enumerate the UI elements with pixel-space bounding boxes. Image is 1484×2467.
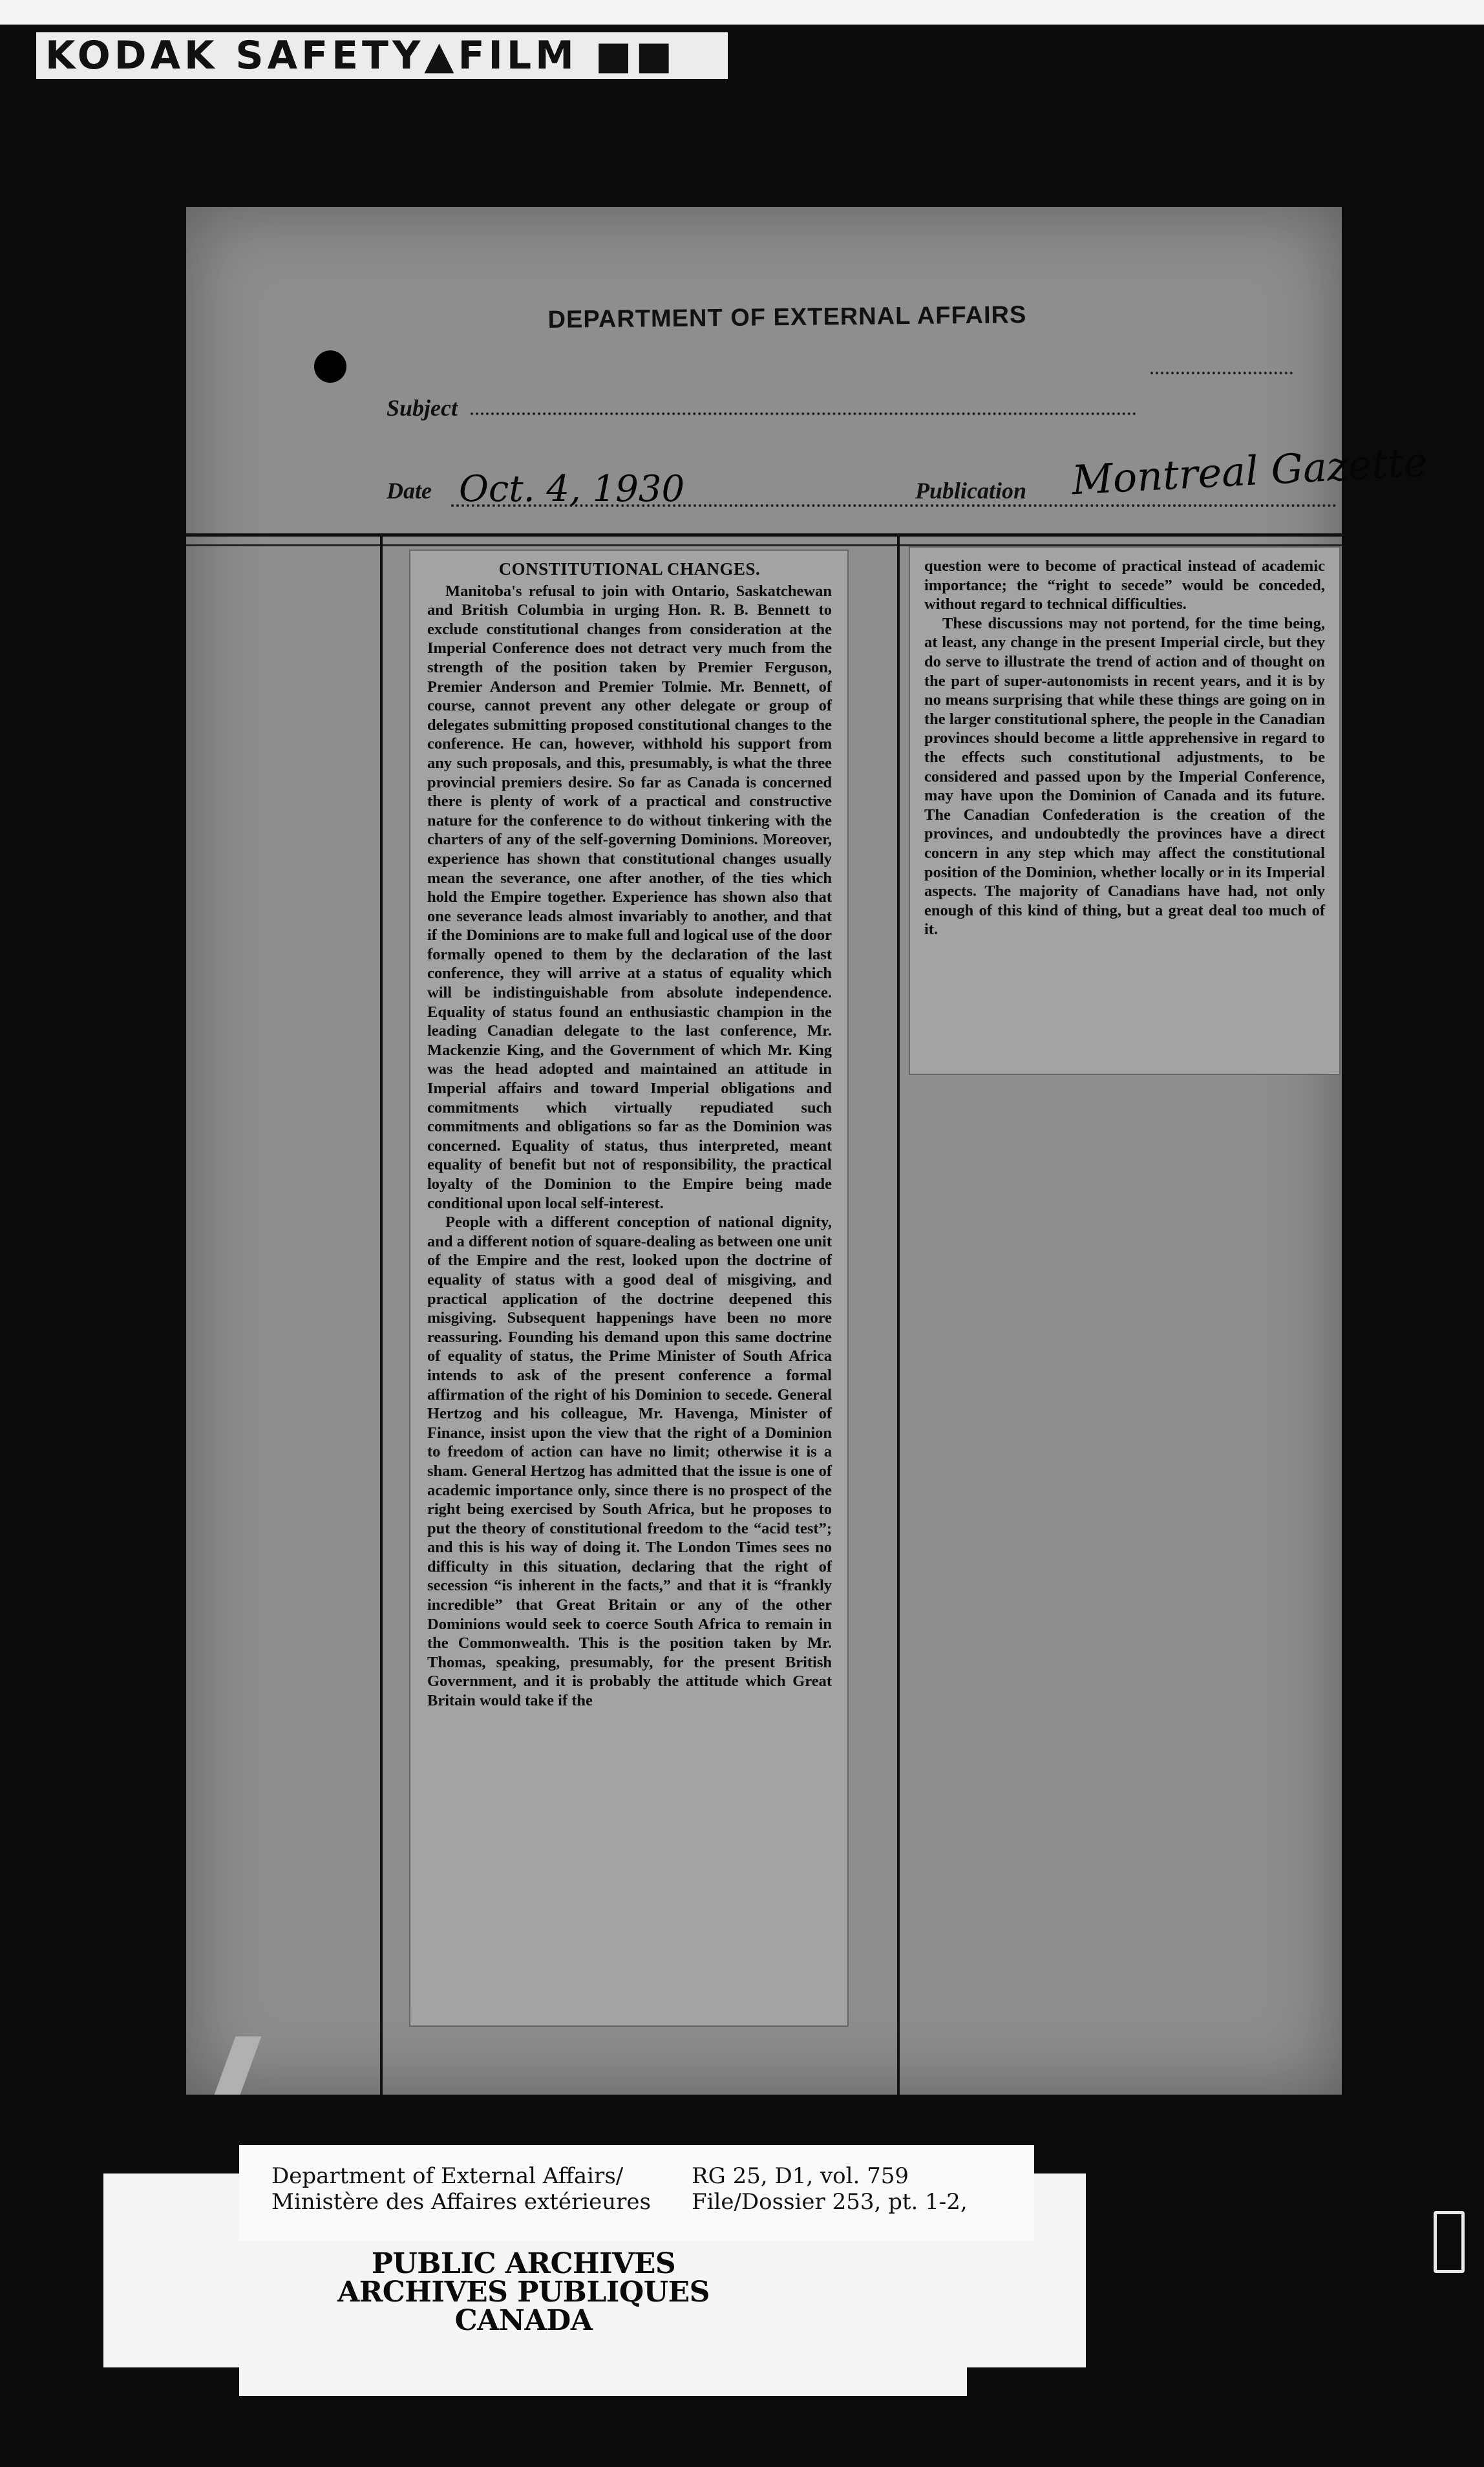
column-rule-left (380, 537, 383, 2095)
film-edge-label: KODAK SAFETY▲FILM ■■ (36, 32, 728, 79)
frame-marker (1434, 2211, 1465, 2273)
reference-department (271, 2163, 651, 2215)
reference-line: Department of External Affairs/ (271, 2163, 624, 2189)
page-corner-fold (215, 2036, 262, 2095)
department-header: DEPARTMENT OF EXTERNAL AFFAIRS (547, 301, 1027, 334)
archive-stamp-line: ARCHIVES PUBLIQUES (337, 2276, 710, 2309)
subject-label: Subject (387, 395, 458, 421)
reference-line: Ministère des Affaires extérieures (271, 2189, 651, 2215)
reference-line: RG 25, D1, vol. 759 (692, 2163, 909, 2189)
archive-stamp-line: PUBLIC ARCHIVES (371, 2247, 676, 2280)
header-dotted-line (1150, 372, 1293, 374)
newspaper-clipping-column-2 (909, 546, 1341, 1075)
clipping-paragraph: question were to become of practical instead of academic importance; the “right to secede” would be conceded, without regard to technical difficulties. (924, 557, 1325, 614)
date-label: Date (387, 478, 432, 504)
clipping-paragraph: These discussions may not portend, for the time being, at least, any change in the present Imperial circle, but they do serve to illustrate the trend of action and of thought on the part of super-autonomists in recent years, and it is by no means surprising that while these things are going on in the larger constitutional sphere, the people in the Canadian provinces should become a little apprehensive in regard to the effects such constitutional adjustments, to be considered and passed upon by the Imperial Conference, may have upon the Dominion of Canada and its future. The Canadian Confederation is the creation of the provinces, and undoubtedly the provinces have a direct concern in any step which may affect the constitutional position of the Dominion, whether locally or in its Imperial aspects. The majority of Canadians have had, not only enough of this kind of thing, but a great deal too much of it. (924, 614, 1325, 939)
clipping-headline: CONSTITUTIONAL CHANGES. (498, 559, 761, 579)
date-publication-row (387, 438, 1429, 511)
archive-stamp (297, 2247, 750, 2337)
reference-file-number (692, 2163, 968, 2215)
clipping-paragraph: People with a different conception of national dignity, and a different notion of square-dealing as between one unit of the Empire and the rest, looked upon the doctrine of equality of status with a good deal of misgiving, and practical application of the doctrine deepened this misgiving. Subsequent happenings have been no more reassuring. Founding his demand upon this same doctrine of equality of status, the Prime Minister of South Africa intends to ask of the present conference a formal affirmation of the right of his Dominion to secede. General Hertzog and his colleague, Mr. Havenga, Minister of Finance, insist upon the view that the right of a Dominion to freedom of action can have no limit; otherwise it is a sham. General Hertzog has admitted that the issue is one of academic importance only, since there is no prospect of the right being exercised by South Africa, but he proposes to put the theory of constitutional freedom to the “acid test”; and this is his way of doing it. The London Times sees no difficulty in this situation, declaring that the right of secession “is inherent in the facts,” and that it is “frankly incredible” that Great Britain or any of the other Dominions would seek to coerce South Africa to remain in the Commonwealth. This is the position taken by Mr. Thomas, speaking, presumably, for the present British Government, and it is probably the attitude which Great Britain would take if the (427, 1213, 832, 1710)
subject-field (471, 412, 1136, 415)
horizontal-rule (186, 533, 1342, 537)
handwritten-publication: Montreal Gazette (1070, 438, 1429, 504)
archive-document-page (186, 207, 1429, 2095)
reference-card (239, 2145, 1034, 2241)
clipping-paragraph: Manitoba's refusal to join with Ontario, Saskatchewan and British Columbia in urging Hon. R. B. Bennett to exclude constitutional changes from consideration at the Imperial Conference does not detract very much from the strength of the position taken by Premier Ferguson, Premier Anderson and Premier Tolmie. Mr. Bennett, of course, cannot prevent any other delegate or group of delegates submitting proposed constitutional changes to the conference. He can, however, withhold his support from any such proposals, and this, presumably, is what the three provincial premiers desire. So far as Canada is concerned there is plenty of work of a practical and constructive nature for the conference to do without tinkering with the charters of any of the self-governing Dominions. Moreover, experience has shown that constitutional changes usually mean the severance, one after another, of the ties which hold the Empire together. Experience has shown also that one severance leads almost invariably to another, and that if the Dominions are to make full and logical use of the door formally opened to them by the declaration of the last conference, they will arrive at a status of equality which will be indistinguishable from absolute independence. Equality of status found an enthusiastic champion in the leading Canadian delegate to the last conference, Mr. Mackenzie King, and the Government of which Mr. King was the head adopted and maintained an attitude in Imperial affairs and toward Imperial obligations and commitments which virtually repudiated such commitments and obligations so far as the Dominion was concerned. Equality of status, thus interpreted, meant equality of benefit but not of responsibility, the practical loyalty of the Dominion to the Empire being made conditional upon local self-interest. (427, 582, 832, 1212)
handwritten-date: Oct. 4, 1930 (459, 468, 685, 510)
column-rule-middle (897, 537, 900, 2095)
archive-stamp-card-bottom (239, 2367, 967, 2396)
newspaper-clipping-column-1 (409, 550, 849, 2027)
reference-line: File/Dossier 253, pt. 1-2, (692, 2189, 968, 2215)
publication-label: Publication (915, 478, 1027, 504)
punch-hole (314, 350, 346, 383)
archive-stamp-line: CANADA (454, 2304, 593, 2337)
film-top-edge (0, 0, 1484, 25)
